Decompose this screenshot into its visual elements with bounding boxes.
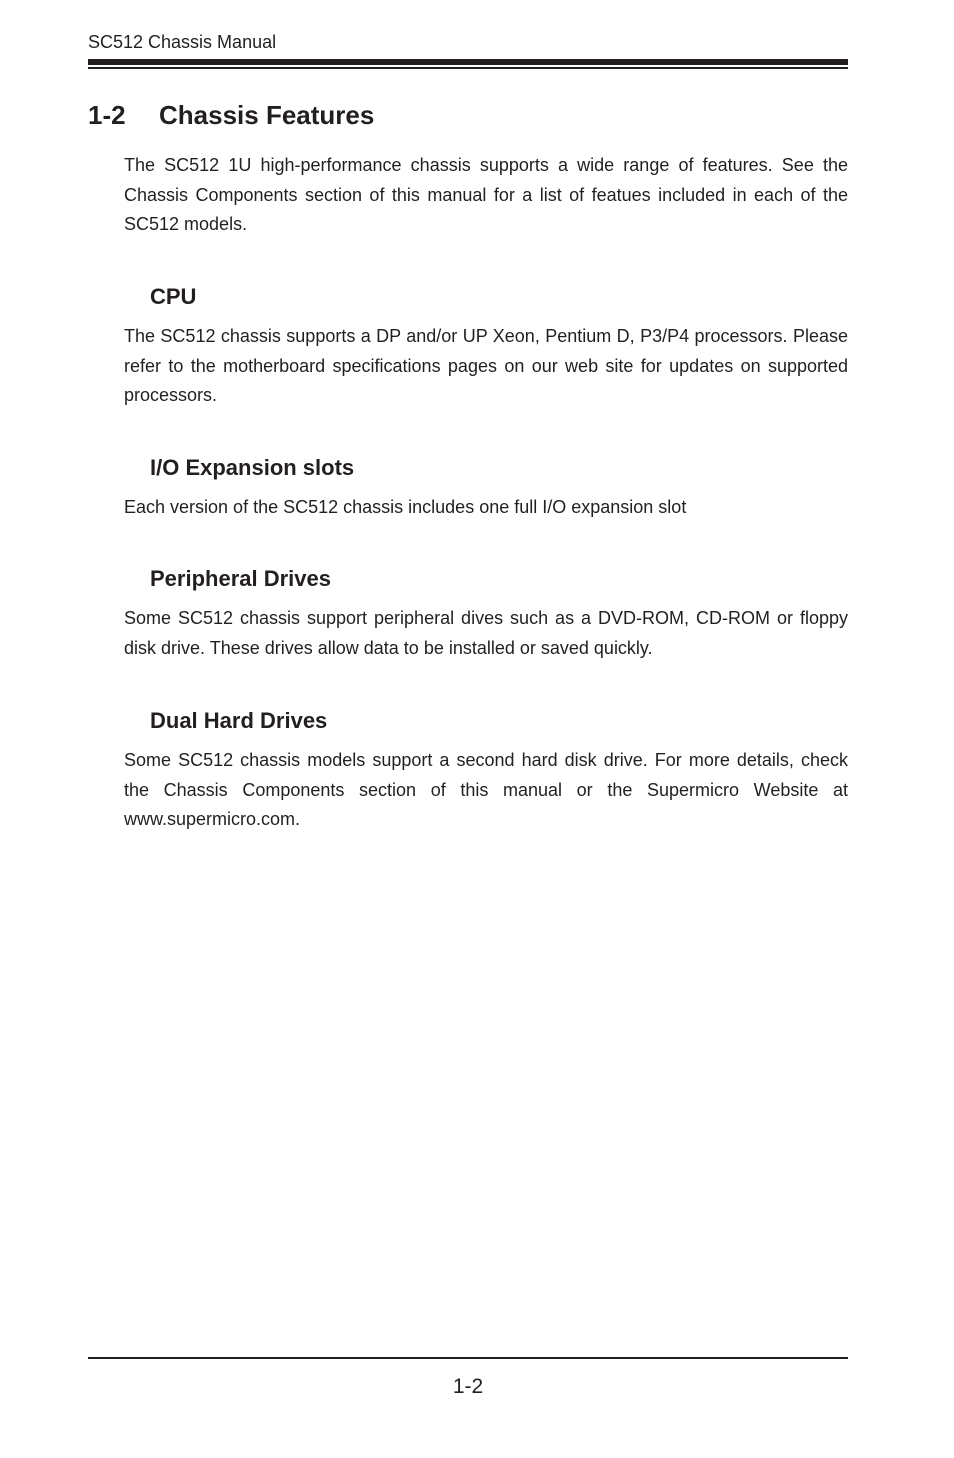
section-title-text: Chassis Features	[159, 100, 375, 130]
page-number: 1-2	[452, 1375, 484, 1398]
section-title	[88, 99, 374, 131]
running-header: SC512 Chassis Manual	[88, 32, 277, 52]
io-expansion-heading: I/O Expansion slots	[150, 455, 355, 480]
peripheral-drives-heading: Peripheral Drives	[150, 566, 331, 591]
cpu-heading: CPU	[150, 284, 197, 309]
footer-rule	[88, 1357, 848, 1359]
intro-paragraph: The SC512 1U high-performance chassis supports a wide range of features. See the Chassis Components section of this manual for a list of featues included in each of the SC512 models.	[124, 155, 848, 234]
header-rule-thick	[88, 59, 848, 65]
header-rule-thin	[88, 67, 848, 69]
peripheral-drives-paragraph: Some SC512 chassis support peripheral dives such as a DVD-ROM, CD-ROM or floppy disk drive. These drives allow data to be installed or saved quickly.	[124, 608, 848, 658]
cpu-paragraph: The SC512 chassis supports a DP and/or UP Xeon, Pentium D, P3/P4 processors. Please refer to the motherboard specifications pages on our web site for updates on supported processors.	[124, 326, 848, 405]
dual-hard-drives-paragraph: Some SC512 chassis models support a second hard disk drive. For more details, check the Chassis Components section of this manual or the Supermicro Website at www.supermicro.com.	[124, 750, 848, 829]
dual-hard-drives-heading: Dual Hard Drives	[150, 708, 328, 733]
section-number: 1-2	[88, 100, 126, 130]
io-expansion-paragraph: Each version of the SC512 chassis includes one full I/O expansion slot	[124, 497, 687, 517]
